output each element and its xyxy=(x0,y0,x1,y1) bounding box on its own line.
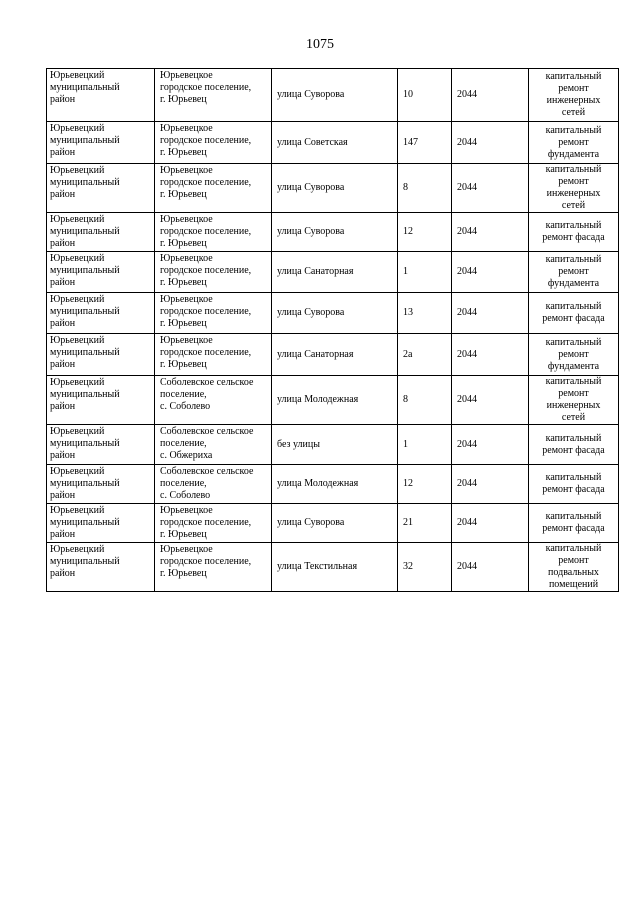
cell-line: муниципальный xyxy=(50,226,120,237)
cell-line: муниципальный xyxy=(50,135,120,146)
district-cell xyxy=(47,543,155,592)
work-type-cell xyxy=(529,69,619,122)
cell-line: капитальный xyxy=(545,254,602,265)
cell-line: г. Юрьевец xyxy=(160,359,207,370)
settlement-cell xyxy=(155,69,272,122)
cell-line: с. Обжериха xyxy=(160,450,213,461)
registry-table-body xyxy=(47,69,619,592)
cell-line: капитальный xyxy=(545,472,602,483)
table-row xyxy=(47,252,619,293)
cell-line: муниципальный xyxy=(50,438,120,449)
cell-line: г. Юрьевец xyxy=(160,529,207,540)
cell-line: район xyxy=(50,359,76,370)
work-type-cell xyxy=(529,504,619,543)
cell-line: ремонт xyxy=(558,555,589,566)
cell-line: сетей xyxy=(561,200,586,211)
cell-line: капитальный xyxy=(545,220,602,231)
cell-line: инженерных xyxy=(546,400,601,411)
cell-line: г. Юрьевец xyxy=(160,238,207,249)
cell-line: Юрьевецкое xyxy=(160,165,213,176)
year-cell: 2044 xyxy=(452,122,529,164)
cell-line: муниципальный xyxy=(50,478,120,489)
cell-line: ремонт фасада xyxy=(542,523,605,534)
district-cell xyxy=(47,376,155,425)
cell-line: городское поселение, xyxy=(160,517,252,528)
year-cell: 2044 xyxy=(452,504,529,543)
cell-line: Юрьевецкий xyxy=(50,466,105,477)
house-number-cell: 21 xyxy=(398,504,452,543)
street-cell: улица Суворова xyxy=(272,69,398,122)
street-cell: улица Санаторная xyxy=(272,334,398,376)
district-cell xyxy=(47,69,155,122)
cell-line: г. Юрьевец xyxy=(160,189,207,200)
cell-line: городское поселение, xyxy=(160,135,252,146)
cell-line: Юрьевецкий xyxy=(50,165,105,176)
cell-line: ремонт xyxy=(558,136,589,148)
house-number-cell: 10 xyxy=(398,69,452,122)
cell-line: Юрьевецкий xyxy=(50,335,105,346)
cell-line: помещений xyxy=(548,579,599,590)
cell-line: ремонт фасада xyxy=(542,232,605,243)
cell-line: Юрьевецкий xyxy=(50,377,105,388)
cell-line: муниципальный xyxy=(50,82,120,93)
table-row xyxy=(47,504,619,543)
district-cell xyxy=(47,122,155,164)
house-number-cell: 8 xyxy=(398,164,452,213)
district-cell xyxy=(47,164,155,213)
cell-line: поселение, xyxy=(160,478,207,489)
cell-line: Юрьевецкое xyxy=(160,70,213,81)
cell-line: Юрьевецкий xyxy=(50,505,105,516)
cell-line: городское поселение, xyxy=(160,82,252,93)
cell-line: ремонт фасада xyxy=(542,484,605,495)
cell-line: Соболевское сельское xyxy=(160,466,254,477)
cell-line: поселение, xyxy=(160,389,207,400)
cell-line: капитальный xyxy=(545,301,602,312)
cell-line: район xyxy=(50,529,76,540)
cell-line: г. Юрьевец xyxy=(160,568,207,579)
year-cell: 2044 xyxy=(452,69,529,122)
cell-line: Соболевское сельское xyxy=(160,377,254,388)
cell-line: район xyxy=(50,277,76,288)
cell-line: Юрьевецкий xyxy=(50,214,105,225)
table-row xyxy=(47,293,619,334)
cell-line: муниципальный xyxy=(50,306,120,317)
page-number: 1075 xyxy=(306,37,334,52)
cell-line: муниципальный xyxy=(50,177,120,188)
year-cell: 2044 xyxy=(452,425,529,465)
cell-line: сетей xyxy=(561,412,586,423)
district-cell xyxy=(47,465,155,504)
cell-line: район xyxy=(50,147,76,158)
cell-line: г. Юрьевец xyxy=(160,94,207,105)
cell-line: Юрьевецкое xyxy=(160,253,213,264)
table-row xyxy=(47,213,619,252)
district-cell xyxy=(47,504,155,543)
cell-line: капитальный xyxy=(545,336,602,348)
cell-line: подвальных xyxy=(548,567,599,578)
cell-line: г. Юрьевец xyxy=(160,318,207,329)
cell-line: муниципальный xyxy=(50,265,120,276)
cell-line: городское поселение, xyxy=(160,347,252,358)
cell-line: Юрьевецкий xyxy=(50,294,105,305)
street-cell: улица Суворова xyxy=(272,164,398,213)
cell-line: фундамента xyxy=(547,360,600,372)
cell-line: г. Юрьевец xyxy=(160,277,207,288)
work-type-cell xyxy=(529,543,619,592)
table-row xyxy=(47,543,619,592)
settlement-cell xyxy=(155,334,272,376)
cell-line: район xyxy=(50,450,76,461)
settlement-cell xyxy=(155,425,272,465)
settlement-cell xyxy=(155,122,272,164)
cell-line: район xyxy=(50,238,76,249)
work-type-cell xyxy=(529,425,619,465)
cell-line: район xyxy=(50,318,76,329)
cell-line: поселение, xyxy=(160,438,207,449)
district-cell xyxy=(47,252,155,293)
work-type-cell xyxy=(529,213,619,252)
cell-line: капитальный xyxy=(545,71,602,82)
cell-line: муниципальный xyxy=(50,556,120,567)
house-number-cell: 8 xyxy=(398,376,452,425)
cell-line: городское поселение, xyxy=(160,306,252,317)
cell-line: городское поселение, xyxy=(160,556,252,567)
year-cell: 2044 xyxy=(452,252,529,293)
street-cell: улица Молодежная xyxy=(272,465,398,504)
cell-line: инженерных xyxy=(546,95,601,106)
work-type-cell xyxy=(529,252,619,293)
settlement-cell xyxy=(155,504,272,543)
cell-line: район xyxy=(50,401,76,412)
work-type-cell xyxy=(529,465,619,504)
street-cell: улица Санаторная xyxy=(272,252,398,293)
cell-line: район xyxy=(50,94,76,105)
cell-line: капитальный xyxy=(545,124,602,136)
cell-line: ремонт xyxy=(558,266,589,277)
cell-line: капитальный xyxy=(545,511,602,522)
cell-line: капитальный xyxy=(545,432,602,444)
cell-line: ремонт xyxy=(558,176,589,187)
cell-line: муниципальный xyxy=(50,517,120,528)
house-number-cell: 32 xyxy=(398,543,452,592)
district-cell xyxy=(47,425,155,465)
table-row xyxy=(47,425,619,465)
cell-line: муниципальный xyxy=(50,389,120,400)
cell-line: капитальный xyxy=(545,164,602,175)
street-cell: улица Суворова xyxy=(272,213,398,252)
cell-line: ремонт xyxy=(558,83,589,94)
district-cell xyxy=(47,334,155,376)
cell-line: Юрьевецкий xyxy=(50,253,105,264)
cell-line: с. Соболево xyxy=(160,401,211,412)
settlement-cell xyxy=(155,465,272,504)
cell-line: городское поселение, xyxy=(160,177,252,188)
house-number-cell: 12 xyxy=(398,213,452,252)
cell-line: Юрьевецкий xyxy=(50,123,105,134)
settlement-cell xyxy=(155,293,272,334)
cell-line: фундамента xyxy=(547,148,600,160)
cell-line: Юрьевецкое xyxy=(160,294,213,305)
street-cell: улица Суворова xyxy=(272,504,398,543)
district-cell xyxy=(47,213,155,252)
work-type-cell xyxy=(529,334,619,376)
cell-line: ремонт фасада xyxy=(542,444,605,456)
cell-line: Соболевское сельское xyxy=(160,426,254,437)
street-cell: без улицы xyxy=(272,425,398,465)
house-number-cell: 147 xyxy=(398,122,452,164)
cell-line: Юрьевецкое xyxy=(160,214,213,225)
year-cell: 2044 xyxy=(452,543,529,592)
work-type-cell xyxy=(529,293,619,334)
house-number-cell: 13 xyxy=(398,293,452,334)
year-cell: 2044 xyxy=(452,334,529,376)
cell-line: Юрьевецкое xyxy=(160,544,213,555)
table-row xyxy=(47,465,619,504)
house-number-cell: 12 xyxy=(398,465,452,504)
cell-line: г. Юрьевец xyxy=(160,147,207,158)
table-row xyxy=(47,69,619,122)
settlement-cell xyxy=(155,213,272,252)
cell-line: ремонт фасада xyxy=(542,313,605,324)
cell-line: Юрьевецкое xyxy=(160,505,213,516)
year-cell: 2044 xyxy=(452,213,529,252)
year-cell: 2044 xyxy=(452,376,529,425)
cell-line: городское поселение, xyxy=(160,226,252,237)
cell-line: городское поселение, xyxy=(160,265,252,276)
settlement-cell xyxy=(155,252,272,293)
settlement-cell xyxy=(155,543,272,592)
cell-line: район xyxy=(50,568,76,579)
cell-line: Юрьевецкое xyxy=(160,123,213,134)
street-cell: улица Суворова xyxy=(272,293,398,334)
cell-line: капитальный xyxy=(545,543,602,554)
year-cell: 2044 xyxy=(452,293,529,334)
work-type-cell xyxy=(529,122,619,164)
cell-line: район xyxy=(50,490,76,501)
street-cell: улица Советская xyxy=(272,122,398,164)
table-row xyxy=(47,122,619,164)
settlement-cell xyxy=(155,164,272,213)
cell-line: ремонт xyxy=(558,348,589,360)
street-cell: улица Текстильная xyxy=(272,543,398,592)
table-row xyxy=(47,334,619,376)
cell-line: инженерных xyxy=(546,188,601,199)
street-cell: улица Молодежная xyxy=(272,376,398,425)
settlement-cell xyxy=(155,376,272,425)
cell-line: район xyxy=(50,189,76,200)
cell-line: Юрьевецкий xyxy=(50,544,105,555)
work-type-cell xyxy=(529,376,619,425)
year-cell: 2044 xyxy=(452,465,529,504)
work-type-cell xyxy=(529,164,619,213)
registry-table xyxy=(46,68,619,592)
house-number-cell: 1 xyxy=(398,425,452,465)
district-cell xyxy=(47,293,155,334)
house-number-cell: 2а xyxy=(398,334,452,376)
cell-line: с. Соболево xyxy=(160,490,211,501)
table-row xyxy=(47,164,619,213)
cell-line: капитальный xyxy=(545,376,602,387)
cell-line: Юрьевецкий xyxy=(50,426,105,437)
cell-line: сетей xyxy=(561,107,586,118)
year-cell: 2044 xyxy=(452,164,529,213)
house-number-cell: 1 xyxy=(398,252,452,293)
cell-line: Юрьевецкое xyxy=(160,335,213,346)
table-row xyxy=(47,376,619,425)
cell-line: ремонт xyxy=(558,388,589,399)
cell-line: Юрьевецкий xyxy=(50,70,105,81)
cell-line: муниципальный xyxy=(50,347,120,358)
cell-line: фундамента xyxy=(547,278,600,289)
